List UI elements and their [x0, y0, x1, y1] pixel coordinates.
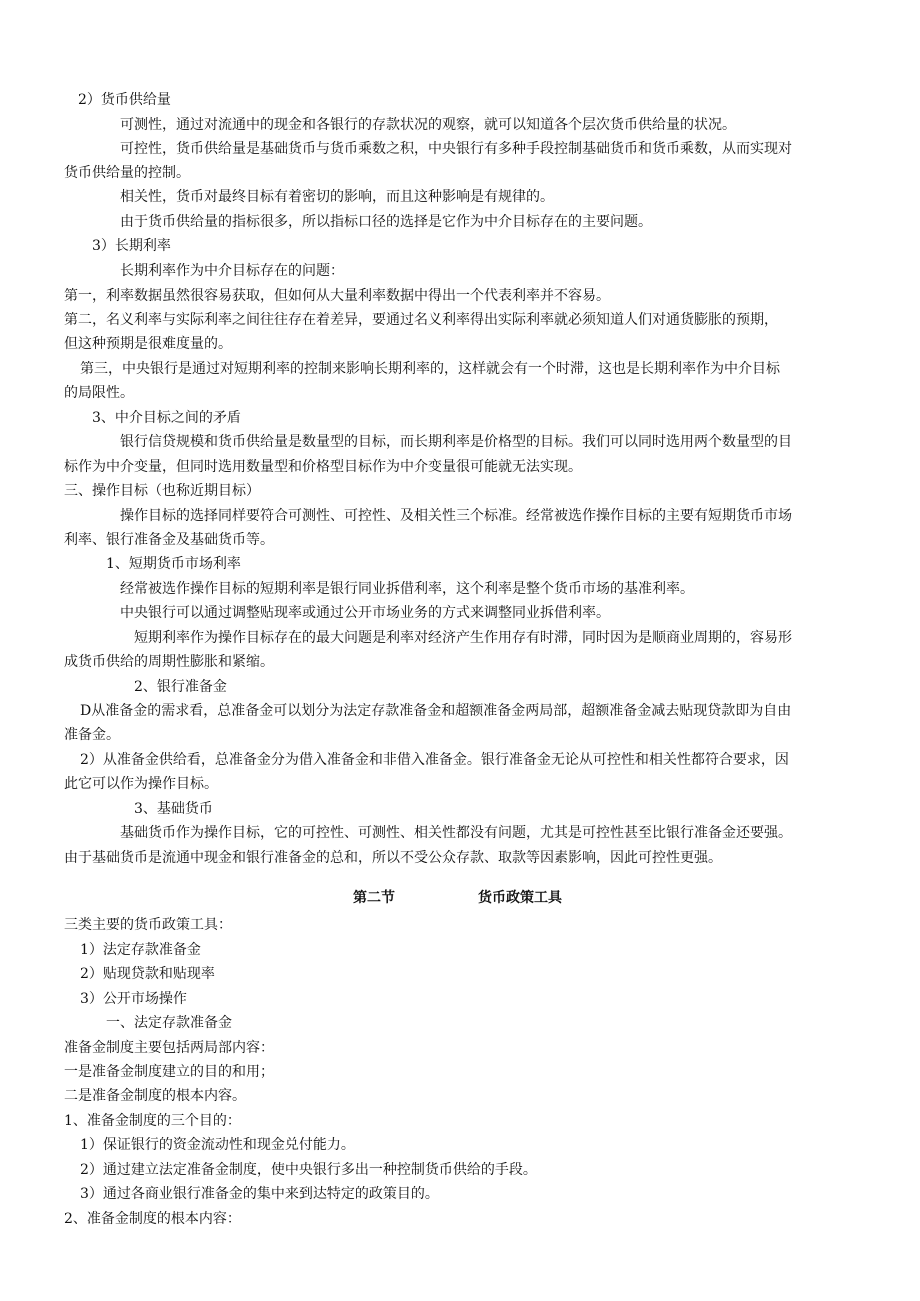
paragraph-line: 此它可以作为操作目标。: [64, 776, 218, 792]
list-item: 2）贴现贷款和贴现率: [80, 966, 215, 982]
heading-intermediate-conflict: 3、中介目标之间的矛盾: [92, 410, 241, 426]
paragraph-line: 货币供给量的控制。: [64, 165, 190, 181]
paragraph-line: 银行信贷规模和货币供给量是数量型的目标，而长期利率是价格型的目标。我们可以同时选用两个数量型的目: [120, 434, 792, 450]
list-item: 1）保证银行的资金流动性和现金兑付能力。: [80, 1137, 355, 1153]
paragraph-line: 第二，名义利率与实际利率之间往往存在着差异，要通过名义利率得出实际利率就必须知道人们对通货膨胀的预期，: [64, 312, 778, 328]
paragraph-line: 第三，中央银行是通过对短期利率的控制来影响长期利率的，这样就会有一个时滞，这也是长期利率作为中介目标: [80, 361, 780, 377]
paragraph-line: 第一，利率数据虽然很容易获取，但如何从大量利率数据中得出一个代表利率并不容易。: [64, 288, 610, 304]
paragraph-line: 利率、银行准备金及基础货币等。: [64, 532, 274, 548]
paragraph-line: 准备金。: [64, 727, 120, 743]
heading-bank-reserves: 2、银行准备金: [134, 679, 227, 695]
section-title: 货币政策工具: [478, 890, 562, 906]
paragraph-line: 准备金制度主要包括两局部内容：: [64, 1040, 274, 1056]
heading-required-reserve: 一、法定存款准备金: [106, 1015, 232, 1031]
paragraph-line: D从准备金的需求看，总准备金可以划分为法定存款准备金和超额准备金两局部，超额准备金减去贴现贷款即为自由: [80, 703, 792, 719]
paragraph-line: 成货币供给的周期性膨胀和紧缩。: [64, 654, 274, 670]
paragraph-line: 中央银行可以通过调整贴现率或通过公开市场业务的方式来调整同业拆借利率。: [120, 605, 610, 621]
section-number: 第二节: [353, 890, 395, 906]
heading-long-term-rate: 3）长期利率: [92, 238, 171, 254]
heading-money-supply: 2）货币供给量: [78, 92, 171, 108]
heading-operating-target: 三、操作目标（也称近期目标）: [64, 483, 260, 499]
paragraph-line: 标作为中介变量，但同时选用数量型和价格型目标作为中介变量很可能就无法实现。: [64, 459, 582, 475]
paragraph-line: 操作目标的选择同样要符合可测性、可控性、及相关性三个标准。经常被选作操作目标的主要有短期货币市场: [120, 508, 792, 524]
heading-base-money: 3、基础货币: [134, 801, 213, 817]
heading-short-term-rate: 1、短期货币市场利率: [106, 556, 241, 572]
paragraph-line: 基础货币作为操作目标，它的可控性、可测性、相关性都没有问题，尤其是可控性甚至比银行准备金还要强。: [120, 825, 792, 841]
paragraph-line: 由于基础货币是流通中现金和银行准备金的总和，所以不受公众存款、取款等因素影响，因此可控性更强。: [64, 850, 722, 866]
heading-reserve-content: 2、准备金制度的根本内容：: [64, 1211, 241, 1227]
paragraph-line: 长期利率作为中介目标存在的问题：: [120, 263, 344, 279]
paragraph-line: 一是准备金制度建立的目的和用；: [64, 1064, 274, 1080]
paragraph-line: 2）从准备金供给看，总准备金分为借入准备金和非借入准备金。银行准备金无论从可控性和相关性都符合要求，因: [80, 752, 789, 768]
list-item: 1）法定存款准备金: [80, 942, 201, 958]
list-item: 2）通过建立法定准备金制度，使中央银行多出一种控制货币供给的手段。: [80, 1162, 537, 1178]
paragraph-line: 由于货币供给量的指标很多，所以指标口径的选择是它作为中介目标存在的主要问题。: [120, 214, 652, 230]
paragraph-line: 二是准备金制度的根本内容。: [64, 1088, 246, 1104]
list-item: 3）公开市场操作: [80, 991, 187, 1007]
paragraph-line: 经常被选作操作目标的短期利率是银行同业拆借利率，这个利率是整个货币市场的基准利率。: [120, 581, 694, 597]
paragraph-line: 的局限性。: [64, 385, 134, 401]
paragraph-line: 可测性，通过对流通中的现金和各银行的存款状况的观察，就可以知道各个层次货币供给量的状况。: [120, 117, 736, 133]
paragraph-line: 但这种预期是很难度量的。: [64, 336, 232, 352]
paragraph-line: 短期利率作为操作目标存在的最大问题是利率对经济产生作用存有时滞，同时因为是顺商业周期的，容易形: [134, 630, 792, 646]
paragraph-line: 可控性，货币供给量是基础货币与货币乘数之积，中央银行有多种手段控制基础货币和货币乘数，从而实现对: [120, 141, 792, 157]
heading-reserve-purposes: 1、准备金制度的三个目的：: [64, 1113, 241, 1129]
paragraph-line: 相关性，货币对最终目标有着密切的影响，而且这种影响是有规律的。: [120, 189, 554, 205]
paragraph-line: 三类主要的货币政策工具：: [64, 917, 232, 933]
list-item: 3）通过各商业银行准备金的集中来到达特定的政策目的。: [80, 1186, 439, 1202]
